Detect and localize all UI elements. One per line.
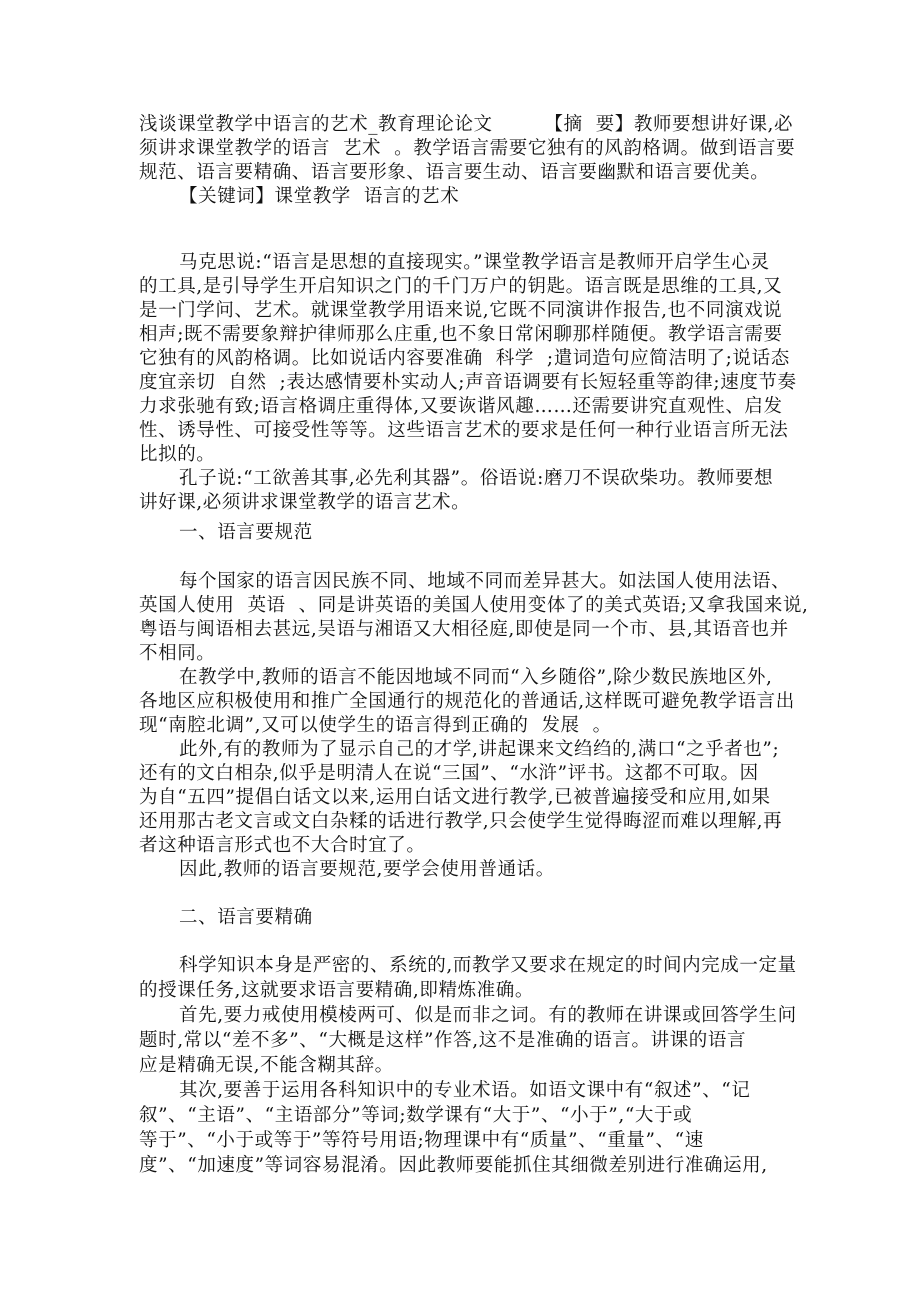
text-line: 讲好课,必须讲求课堂教学的语言艺术。 (139, 492, 471, 513)
text-line: 科学知识本身是严密的、系统的,而教学又要求在规定的时间内完成一定量 (179, 955, 797, 976)
text-line: 【关键词】课堂教学 语言的艺术 (179, 186, 460, 207)
text-line: 浅谈课堂教学中语言的艺术_教育理论论文 【摘 要】教师要想讲好课,必 (139, 114, 794, 135)
text-line: 在教学中,教师的语言不能因地域不同而“入乡随俗”,除少数民族地区外, (179, 667, 773, 688)
text-line: 叙”、“主语”、“主语部分”等词;数学课有“大于”、“小于”,“大于或 (139, 1105, 693, 1126)
text-line: 度”、“加速度”等词容易混淆。因此教师要能抓住其细微差别进行准确运用, (139, 1155, 768, 1176)
text-line: 规范、语言要精确、语言要形象、语言要生动、语言要幽默和语言要优美。 (139, 162, 770, 183)
text-line: 因此,教师的语言要规范,要学会使用普通话。 (179, 859, 555, 880)
text-line: 其次,要善于运用各科知识中的专业术语。如语文课中有“叙述”、“记 (179, 1080, 751, 1101)
text-line: 孔子说:“工欲善其事,必先利其器”。俗语说:磨刀不误砍柴功。教师要想 (179, 468, 774, 489)
text-line: 等于”、“小于或等于”等符号用语;物理课中有“质量”、“重量”、“速 (139, 1130, 704, 1151)
text-line: 还用那古老文言或文白杂糅的话进行教学,只会使学生觉得晦涩而难以理解,再 (139, 811, 783, 832)
text-line: 此外,有的教师为了显示自己的才学,讲起课来文绉绉的,满口“之乎者也”; (179, 739, 780, 760)
text-line: 还有的文白相杂,似乎是明清人在说“三国”、“水浒”评书。这都不可取。因 (139, 763, 759, 784)
text-line: 的工具,是引导学生开启知识之门的千门万户的钥匙。语言既是思维的工具,又 (139, 276, 783, 297)
text-line: 题时,常以“差不多”、“大概是这样”作答,这不是准确的语言。讲课的语言 (139, 1030, 747, 1051)
text-line: 度宜亲切 自然 ;表达感情要朴实动人;声音语调要有长短轻重等韵律;速度节奏 (139, 372, 797, 393)
text-line: 须讲求课堂教学的语言 艺术 。教学语言需要它独有的风韵格调。做到语言要 (139, 138, 796, 159)
section-heading-1-wrap (139, 521, 779, 545)
intro-block (139, 113, 796, 209)
text-line: 为自“五四”提倡白话文以来,运用白话文进行教学,已被普遍接受和应用,如果 (139, 787, 771, 808)
section-heading: 一、语言要规范 (179, 522, 313, 543)
paragraph-block-3 (139, 953, 797, 1178)
paragraph-block-2 (139, 570, 809, 882)
section-heading: 二、语言要精确 (179, 907, 313, 928)
text-line: 者这种语言形式也不大合时宜了。 (139, 835, 426, 856)
text-line: 相声;既不需要象辩护律师那么庄重,也不象日常闲聊那样随便。教学语言需要 (139, 324, 783, 345)
text-line: 它独有的风韵格调。比如说话内容要准确 科学 ;遣词造句应简洁明了;说话态 (139, 348, 790, 369)
text-line: 不相同。 (139, 643, 216, 664)
text-line: 应是精确无误,不能含糊其辞。 (139, 1055, 394, 1076)
paragraph-block-1 (139, 251, 797, 515)
text-line: 现“南腔北调”,又可以使学生的语言得到正确的 发展 。 (139, 715, 612, 736)
text-line: 粤语与闽语相去甚远,吴语与湘语又大相径庭,即使是同一个市、县,其语音也并 (139, 619, 789, 640)
text-line: 每个国家的语言因民族不同、地域不同而差异甚大。如法国人使用法语、 (179, 571, 791, 592)
text-line: 比拟的。 (139, 444, 216, 465)
text-line: 首先,要力戒使用模棱两可、似是而非之词。有的教师在讲课或回答学生问 (179, 1005, 797, 1026)
text-line: 英国人使用 英语 、同是讲英语的美国人使用变体了的美式英语;又拿我国来说, (139, 595, 809, 616)
text-line: 各地区应积极使用和推广全国通行的规范化的普通话,这样既可避免教学语言出 (139, 691, 795, 712)
text-line: 性、诱导性、可接受性等等。这些语言艺术的要求是任何一种行业语言所无法 (139, 420, 789, 441)
text-line: 是一门学问、艺术。就课堂教学用语来说,它既不同演讲作报告,也不同演戏说 (139, 300, 783, 321)
text-line: 力求张驰有致;语言格调庄重得体,又要诙谐风趣……还需要讲究直观性、启发 (139, 396, 783, 417)
text-line: 的授课任务,这就要求语言要精确,即精炼准确。 (139, 980, 534, 1001)
text-line: 马克思说:“语言是思想的直接现实。”课堂教学语言是教师开启学生心灵 (179, 252, 770, 273)
section-heading-2-wrap (139, 906, 779, 930)
